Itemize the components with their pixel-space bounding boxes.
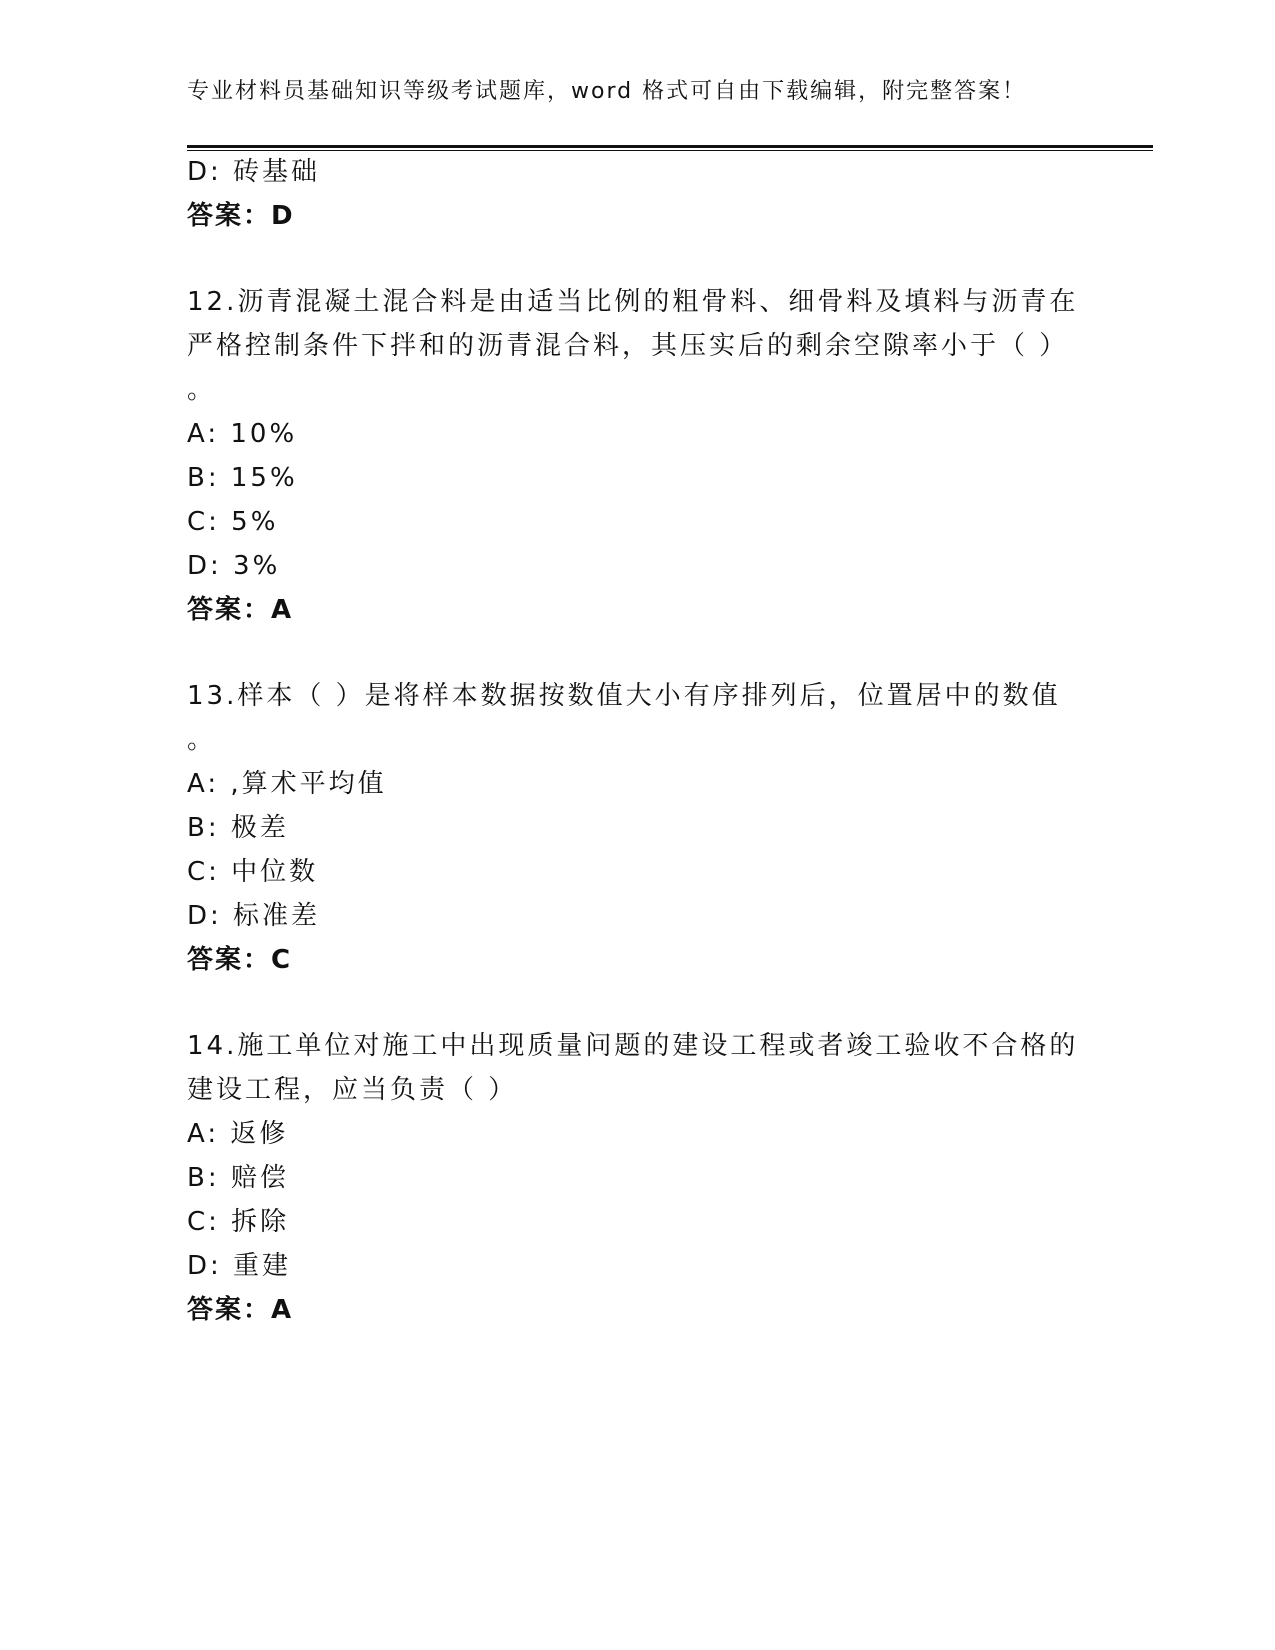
q13-option-d: D: 标准差 — [187, 901, 321, 931]
header-divider-thick — [187, 145, 1153, 148]
q13-option-a: A: ,算术平均值 — [187, 769, 387, 799]
q13-option-c: C: 中位数 — [187, 857, 319, 887]
header-divider-thin — [187, 150, 1153, 151]
q14-option-c: C: 拆除 — [187, 1207, 290, 1237]
q12-option-d: D: 3% — [187, 551, 281, 581]
q12-option-b: B: 15% — [187, 463, 298, 493]
q12-option-c: C: 5% — [187, 507, 279, 537]
q12-option-a: A: 10% — [187, 419, 298, 449]
q14-option-b: B: 赔偿 — [187, 1163, 289, 1193]
q12-stem-line-2: 严格控制条件下拌和的沥青混合料，其压实后的剩余空隙率小于（ ） — [187, 331, 1069, 361]
q14-stem-line-1: 14.施工单位对施工中出现质量问题的建设工程或者竣工验收不合格的 — [187, 1031, 1079, 1061]
q12-answer: 答案：A — [187, 595, 294, 625]
q13-stem-line-1: 13.样本（ ）是将样本数据按数值大小有序排列后，位置居中的数值 — [187, 681, 1061, 711]
prev-option-d: D: 砖基础 — [187, 157, 321, 187]
q12-stem-line-3: 。 — [187, 375, 217, 405]
q14-option-d: D: 重建 — [187, 1251, 292, 1281]
q12-stem-line-1: 12.沥青混凝土混合料是由适当比例的粗骨料、细骨料及填料与沥青在 — [187, 287, 1079, 317]
q13-option-b: B: 极差 — [187, 813, 289, 843]
q14-stem-line-2: 建设工程，应当负责（ ） — [187, 1075, 518, 1105]
q14-option-a: A: 返修 — [187, 1119, 289, 1149]
prev-answer: 答案：D — [187, 201, 295, 231]
q14-answer: 答案：A — [187, 1295, 294, 1325]
q13-stem-line-2: 。 — [187, 725, 217, 755]
q13-answer: 答案：C — [187, 945, 293, 975]
page-header: 专业材料员基础知识等级考试题库，word 格式可自由下载编辑，附完整答案！ — [187, 79, 1027, 104]
